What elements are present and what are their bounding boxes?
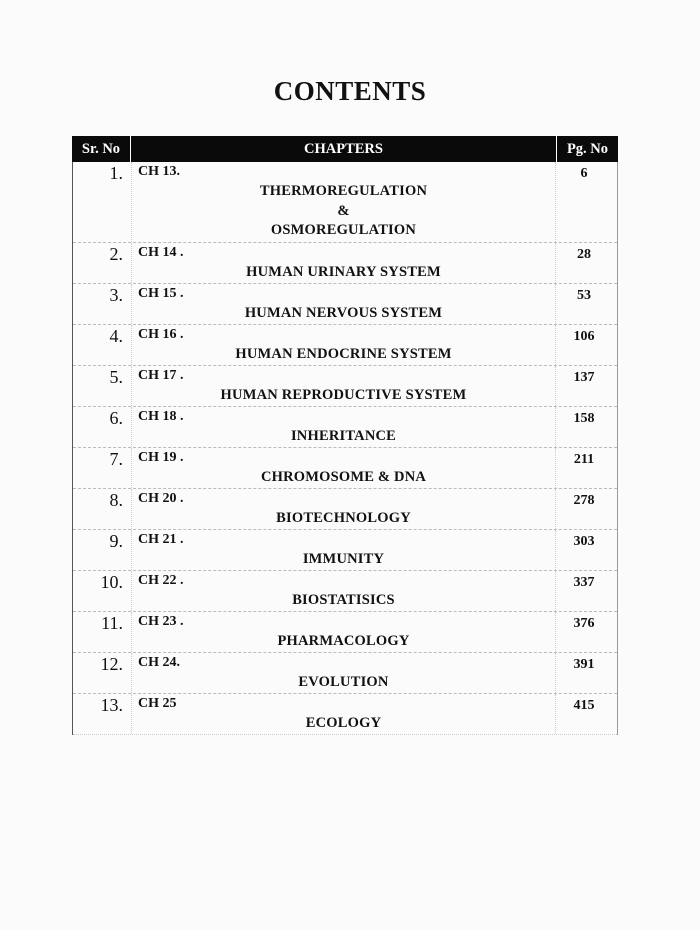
chapter-number: CH 18 . <box>138 409 184 424</box>
page-number: 106 <box>573 329 595 344</box>
chapter-number: CH 21 . <box>138 532 184 547</box>
page-number: 137 <box>573 370 595 385</box>
chapter-title: HUMAN REPRODUCTIVE SYSTEM <box>220 387 467 403</box>
chapter-title: HUMAN NERVOUS SYSTEM <box>244 305 443 321</box>
serial-number: 3. <box>109 285 123 305</box>
serial-number: 11. <box>101 613 123 633</box>
chapter-title: INHERITANCE <box>290 428 397 444</box>
page-number: 415 <box>573 698 595 713</box>
serial-number: 5. <box>109 367 123 387</box>
table-row <box>73 284 617 325</box>
serial-number: 4. <box>109 326 123 346</box>
chapter-number: CH 19 . <box>138 450 184 465</box>
serial-number: 13. <box>100 695 123 715</box>
serial-number: 12. <box>100 654 123 674</box>
chapter-title: EVOLUTION <box>298 674 389 690</box>
page-number: 303 <box>573 534 595 549</box>
chapter-title-line: & <box>337 203 350 219</box>
table-row <box>73 653 617 694</box>
chapter-title: ECOLOGY <box>305 715 382 731</box>
table-body <box>72 162 618 735</box>
chapter-number: CH 13. <box>138 164 180 179</box>
chapter-title: BIOTECHNOLOGY <box>276 510 411 526</box>
chapter-number: CH 23 . <box>138 614 184 629</box>
table-row <box>73 489 617 530</box>
page-number: 376 <box>573 616 595 631</box>
page-number: 391 <box>573 657 595 672</box>
chapter-number: CH 14 . <box>138 245 184 260</box>
page-number: 211 <box>573 452 595 467</box>
table-row <box>73 325 617 366</box>
chapter-title: HUMAN ENDOCRINE SYSTEM <box>235 346 452 362</box>
chapter-number: CH 15 . <box>138 286 184 301</box>
page-number: 278 <box>573 493 595 508</box>
table-row <box>73 571 617 612</box>
chapter-number: CH 25 <box>138 696 177 711</box>
serial-number: 9. <box>109 531 123 551</box>
page-number: 158 <box>573 411 595 426</box>
page-number: 337 <box>573 575 595 590</box>
serial-number: 2. <box>109 244 123 264</box>
table-row <box>73 612 617 653</box>
chapter-title: IMMUNITY <box>302 551 385 567</box>
serial-number: 10. <box>100 572 123 592</box>
chapter-number: CH 16 . <box>138 327 184 342</box>
chapter-title: HUMAN URINARY SYSTEM <box>246 264 441 280</box>
page-title: CONTENTS <box>273 76 427 106</box>
serial-number: 7. <box>109 449 123 469</box>
chapter-title: PHARMACOLOGY <box>277 633 410 649</box>
chapter-title: BIOSTATISICS <box>292 592 395 608</box>
contents-table <box>72 136 618 735</box>
chapter-number: CH 20 . <box>138 491 184 506</box>
table-row <box>73 162 617 243</box>
chapter-number: CH 24. <box>138 655 180 670</box>
page-number: 6 <box>580 166 588 181</box>
serial-number: 8. <box>109 490 123 510</box>
table-row <box>73 243 617 284</box>
serial-number: 6. <box>109 408 123 428</box>
table-row <box>73 366 617 407</box>
table-row <box>73 407 617 448</box>
chapter-number: CH 22 . <box>138 573 184 588</box>
page-number: 28 <box>577 247 591 262</box>
header-page-no: Pg. No <box>566 140 609 157</box>
serial-number: 1. <box>109 163 123 183</box>
header-chapters: CHAPTERS <box>130 136 557 162</box>
table-row <box>73 530 617 571</box>
chapter-title: CHROMOSOME & DNA <box>260 469 427 485</box>
chapter-title-line: THERMOREGULATION <box>259 183 428 199</box>
chapter-number: CH 17 . <box>138 368 184 383</box>
chapter-title-line: OSMOREGULATION <box>270 222 417 238</box>
header-sr-no: Sr. No <box>81 140 121 157</box>
page-number: 53 <box>577 288 591 303</box>
table-row <box>73 694 617 735</box>
table-row <box>73 448 617 489</box>
table-header <box>72 136 618 162</box>
